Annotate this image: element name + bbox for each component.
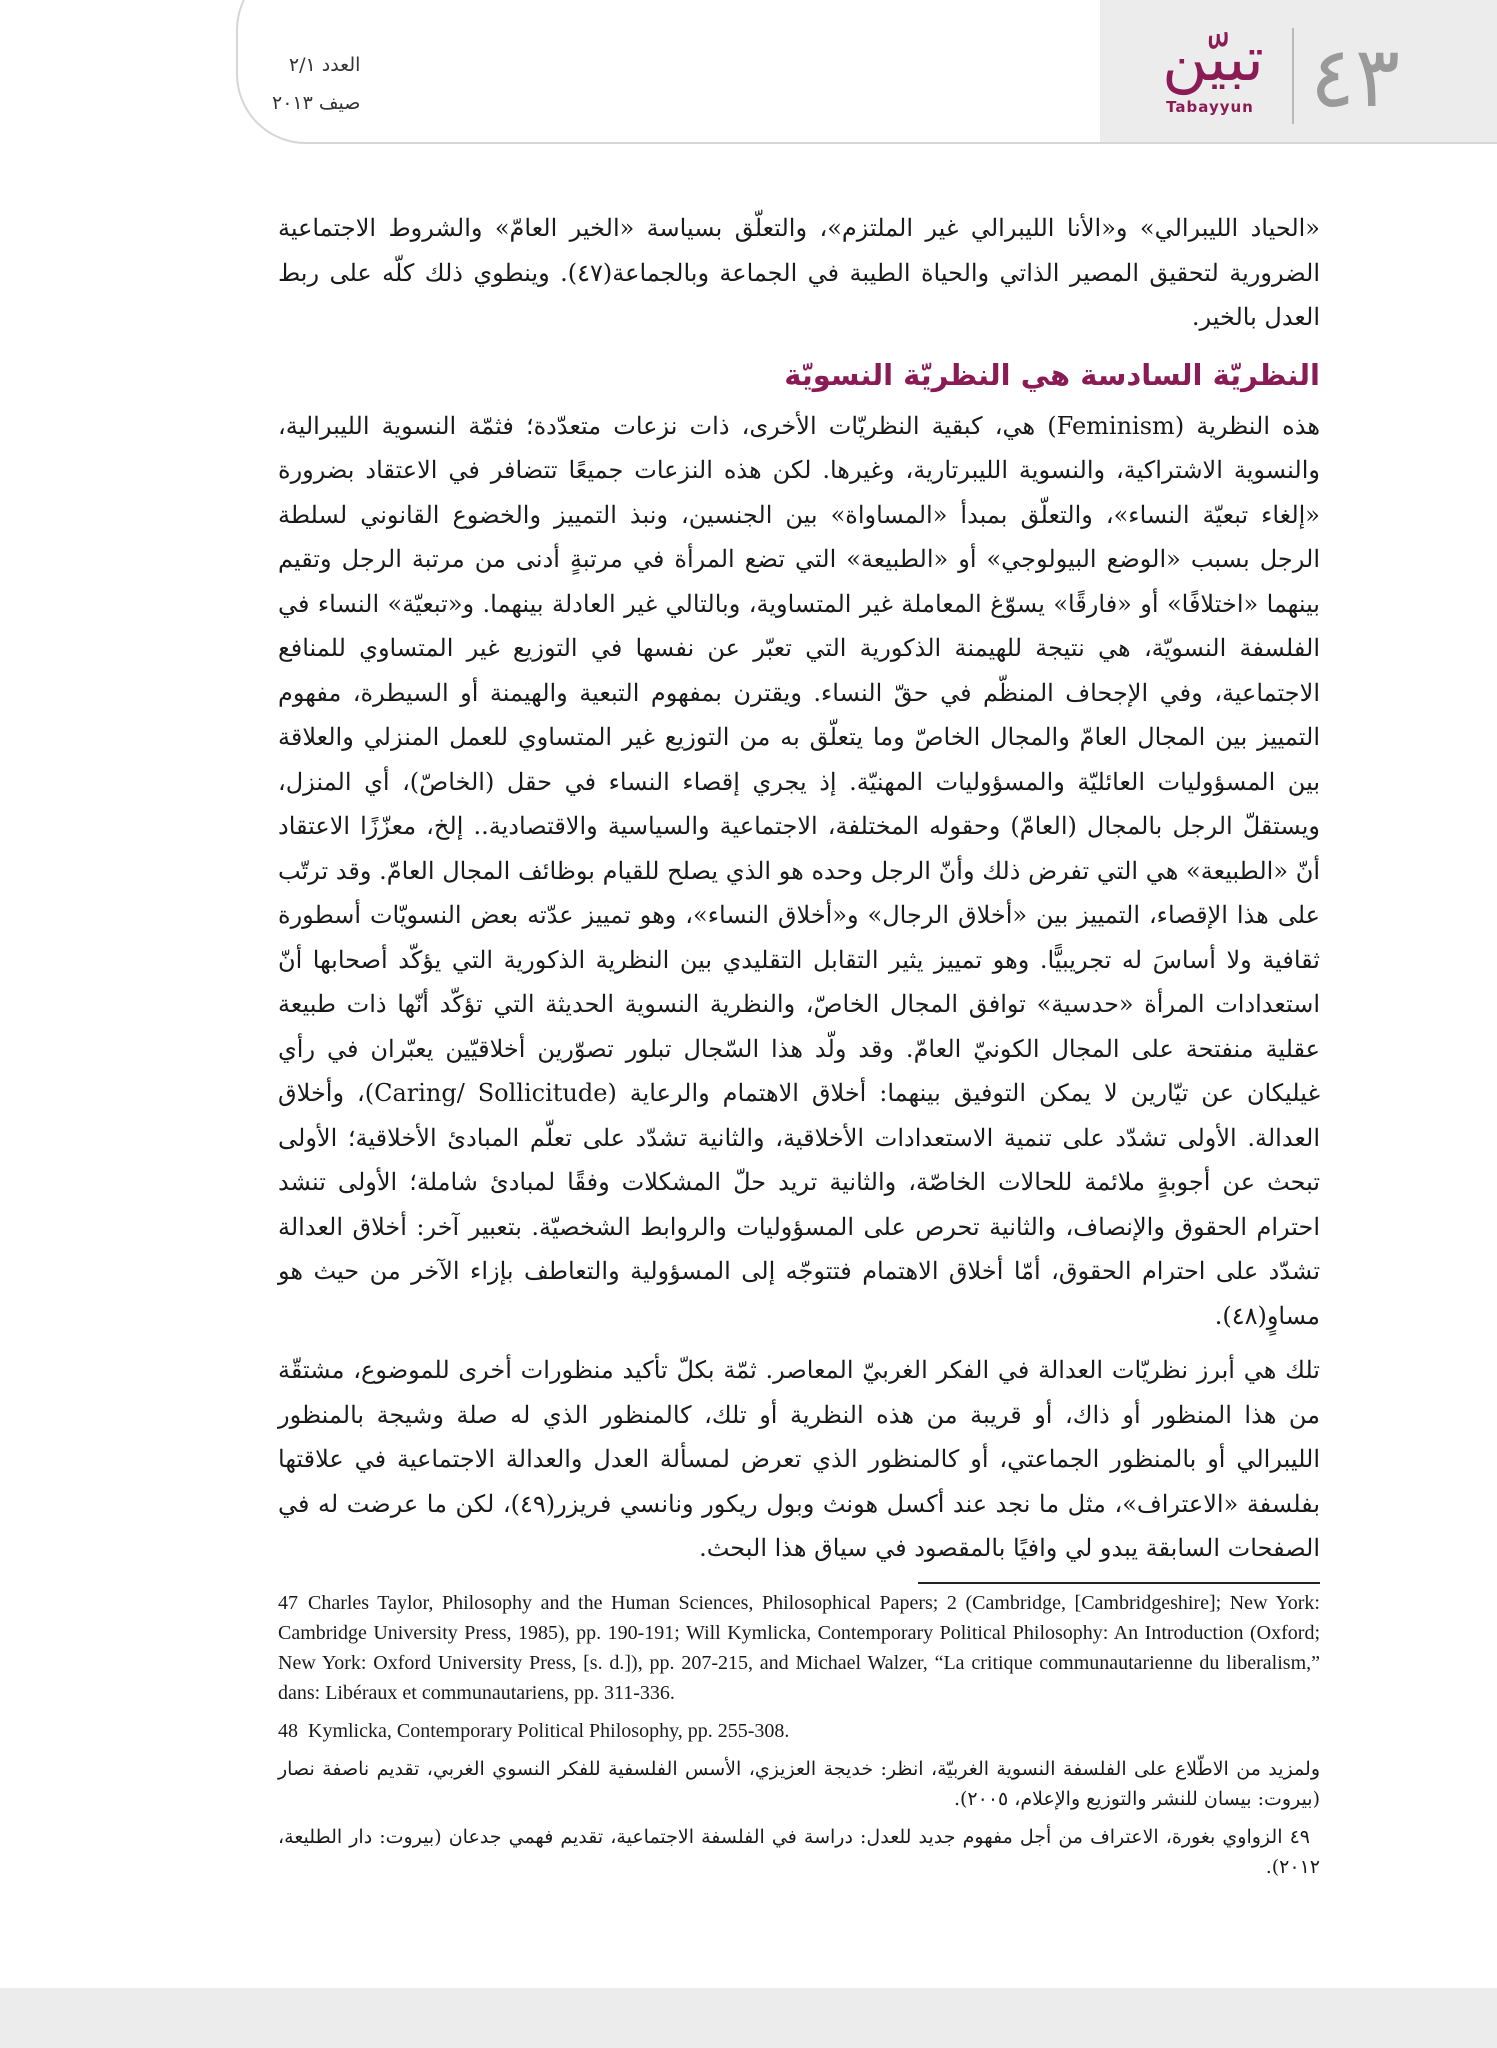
paragraph-conclusion: تلك هي أبرز نظريّات العدالة في الفكر الغربيّ المعاصر. ثمّة بكلّ تأكيد منظورات أخرى للموضوع، مشتقّة من هذا المنظور أو ذاك، أو قريبة من هذه النظرية أو تلك، كالمنظور الذي له صلة وشيجة بالمنظور الليبرالي أو بالمنظور الجماعتي، أو كالمنظور الذي تعرض لمسألة العدل والعدالة الاجتماعية في علاقتها بفلسفة «الاعتراف»، مثل ما نجد عند أكسل هونث وبول ريكور ونانسي فريزر(٤٩)، لكن ما عرضت له في الصفحات السابقة يبدو لي وافيًا بالمقصود في سياق هذا البحث. [278, 1356, 1321, 1562]
footnote-49-number: ٤٩ [1289, 1826, 1310, 1848]
footnote-47-number: 47 [278, 1592, 298, 1614]
journal-logo-latin: Tabayyun [1166, 98, 1254, 116]
section-heading: النظريّة السادسة هي النظريّة النسويّة [784, 357, 1320, 392]
journal-logo: تبيّن [1162, 22, 1264, 95]
footnote-47 [278, 1588, 1320, 1708]
footnote-47-text: Charles Taylor, Philosophy and the Human Sciences, Philosophical Papers; 2 (Cambridge, [Cambridgeshire]; New York: Cambridge University Press, 1985), pp. 190-191; Will Kymlicka, Contemporary Political Philosophy: An Introduction (Oxford; New York: Oxford University Press, [s. d.]), pp. 207-215, and Michael Walzer, “La critique communautarienne du liberalism,” dans: Libéraux et communautariens, pp. 311-336. [278, 1592, 1320, 1704]
issue-label: العدد ٢/١ [288, 54, 361, 76]
page-footer-band [0, 1988, 1497, 2048]
article-body [278, 206, 1320, 1571]
paragraph-feminism: هذه النظرية (Feminism) هي، كبقية النظريّات الأخرى، ذات نزعات متعدّدة؛ فثمّة النسوية الليبرالية، والنسوية الاشتراكية، والنسوية الليبرتارية، وغيرها. لكن هذه النزعات جميعًا تتضافر في الاعتقاد بضرورة «إلغاء تبعيّة النساء»، والتعلّق بمبدأ «المساواة» بين الجنسين، ونبذ التمييز والخضوع القانوني لسلطة الرجل بسبب «الوضع البيولوجي» أو «الطبيعة» التي تضع المرأة في مرتبةٍ أدنى من مرتبة الرجل وتقيم بينهما «اختلافًا» أو «فارقًا» يسوّغ المعاملة غير المتساوية، وبالتالي غير العادلة بينهما. و«تبعيّة» النساء في الفلسفة النسويّة، هي نتيجة للهيمنة الذكورية التي تعبّر عن نفسها في التوزيع غير المتساوي للمنافع الاجتماعية، وفي الإجحاف المنظّم في حقّ النساء. ويقترن بمفهوم التبعية والهيمنة أو السيطرة، مفهوم التمييز بين المجال العامّ والمجال الخاصّ وما يتعلّق به من التوزيع غير المتساوي للعمل المنزلي والعلاقة بين المسؤوليات العائليّة والمسؤوليات المهنيّة. إذ يجري إقصاء النساء في حقل (الخاصّ)، أي المنزل، ويستقلّ الرجل بالمجال (العامّ) وحقوله المختلفة، الاجتماعية والسياسية والاقتصادية.. إلخ، معزّزًا الاعتقاد أنّ «الطبيعة» هي التي تفرض ذلك وأنّ الرجل وحده هو الذي يصلح للقيام بوظائف المجال العامّ. وقد ترتّب على هذا الإقصاء، التمييز بين «أخلاق الرجال» و«أخلاق النساء»، وهو تمييز عدّته بعض النسويّات أسطورة ثقافية ولا أساسَ له تجريبيًّا. وهو تمييز يثير التقابل التقليدي بين النظرية الذكورية التي يؤكّد أصحابها أنّ استعدادات المرأة «حدسية» توافق المجال الخاصّ، والنظرية النسوية الحديثة التي تؤكّد أنّها ذات طبيعة عقلية منفتحة على المجال الكونيّ العامّ. وقد ولّد هذا السّجال تبلور تصوّرين أخلاقيّين يعبّران في رأي غيليكان عن تيّارين لا يمكن التوفيق بينهما: أخلاق الاهتمام والرعاية (Caring/ Sollicitude)، وأخلاق العدالة. الأولى تشدّد على تنمية الاستعدادات الأخلاقية، والثانية تشدّد على تعلّم المبادئ الأخلاقية؛ الأولى تبحث عن أجوبةٍ ملائمة للحالات الخاصّة، والثانية تريد حلّ المشكلات وفقًا لمبادئ شاملة؛ الأولى تنشد احترام الحقوق والإنصاف، والثانية تحرص على المسؤوليات والروابط الشخصيّة. بتعبير آخر: أخلاق العدالة تشدّد على احترام الحقوق، أمّا أخلاق الاهتمام فتتوجّه إلى المسؤولية والتعاطف بإزاء الآخر من حيث هو مساوٍ(٤٨). [278, 411, 1321, 1330]
header-divider [1292, 28, 1294, 124]
season-label: صيف ٢٠١٣ [272, 92, 361, 114]
footnote-48-text: Kymlicka, Contemporary Political Philosophy, pp. 255-308. [308, 1720, 790, 1742]
footnote-48 [278, 1716, 1320, 1746]
footnote-48-number: 48 [278, 1720, 298, 1742]
issue-info [272, 46, 360, 122]
intro-paragraph: «الحياد الليبرالي» و«الأنا الليبرالي غير الملتزم»، والتعلّق بسياسة «الخير العامّ» والشروط الاجتماعية الضرورية لتحقيق المصير الذاتي والحياة الطيبة في الجماعة وبالجماعة(٤٧). وينطوي ذلك كلّه على ربط العدل بالخير. [278, 214, 1320, 331]
footnote-49-text: الزواوي بغورة، الاعتراف من أجل مفهوم جديد للعدل: دراسة في الفلسفة الاجتماعية، تقديم فهمي جدعان (بيروت: دار الطليعة، ٢٠١٢). [278, 1826, 1320, 1878]
footnote-48-arabic: ولمزيد من الاطّلاع على الفلسفة النسوية الغربيّة، انظر: خديجة العزيزي، الأسس الفلسفية للفكر النسوي الغربي، تقديم ناصفة نصار (بيروت: بيسان للنشر والتوزيع والإعلام، ٢٠٠٥). [278, 1758, 1320, 1810]
footnote-49 [278, 1822, 1320, 1882]
footnotes [278, 1588, 1320, 1890]
footnote-separator [918, 1582, 1320, 1584]
page-number: ٤٣ [1309, 28, 1401, 126]
